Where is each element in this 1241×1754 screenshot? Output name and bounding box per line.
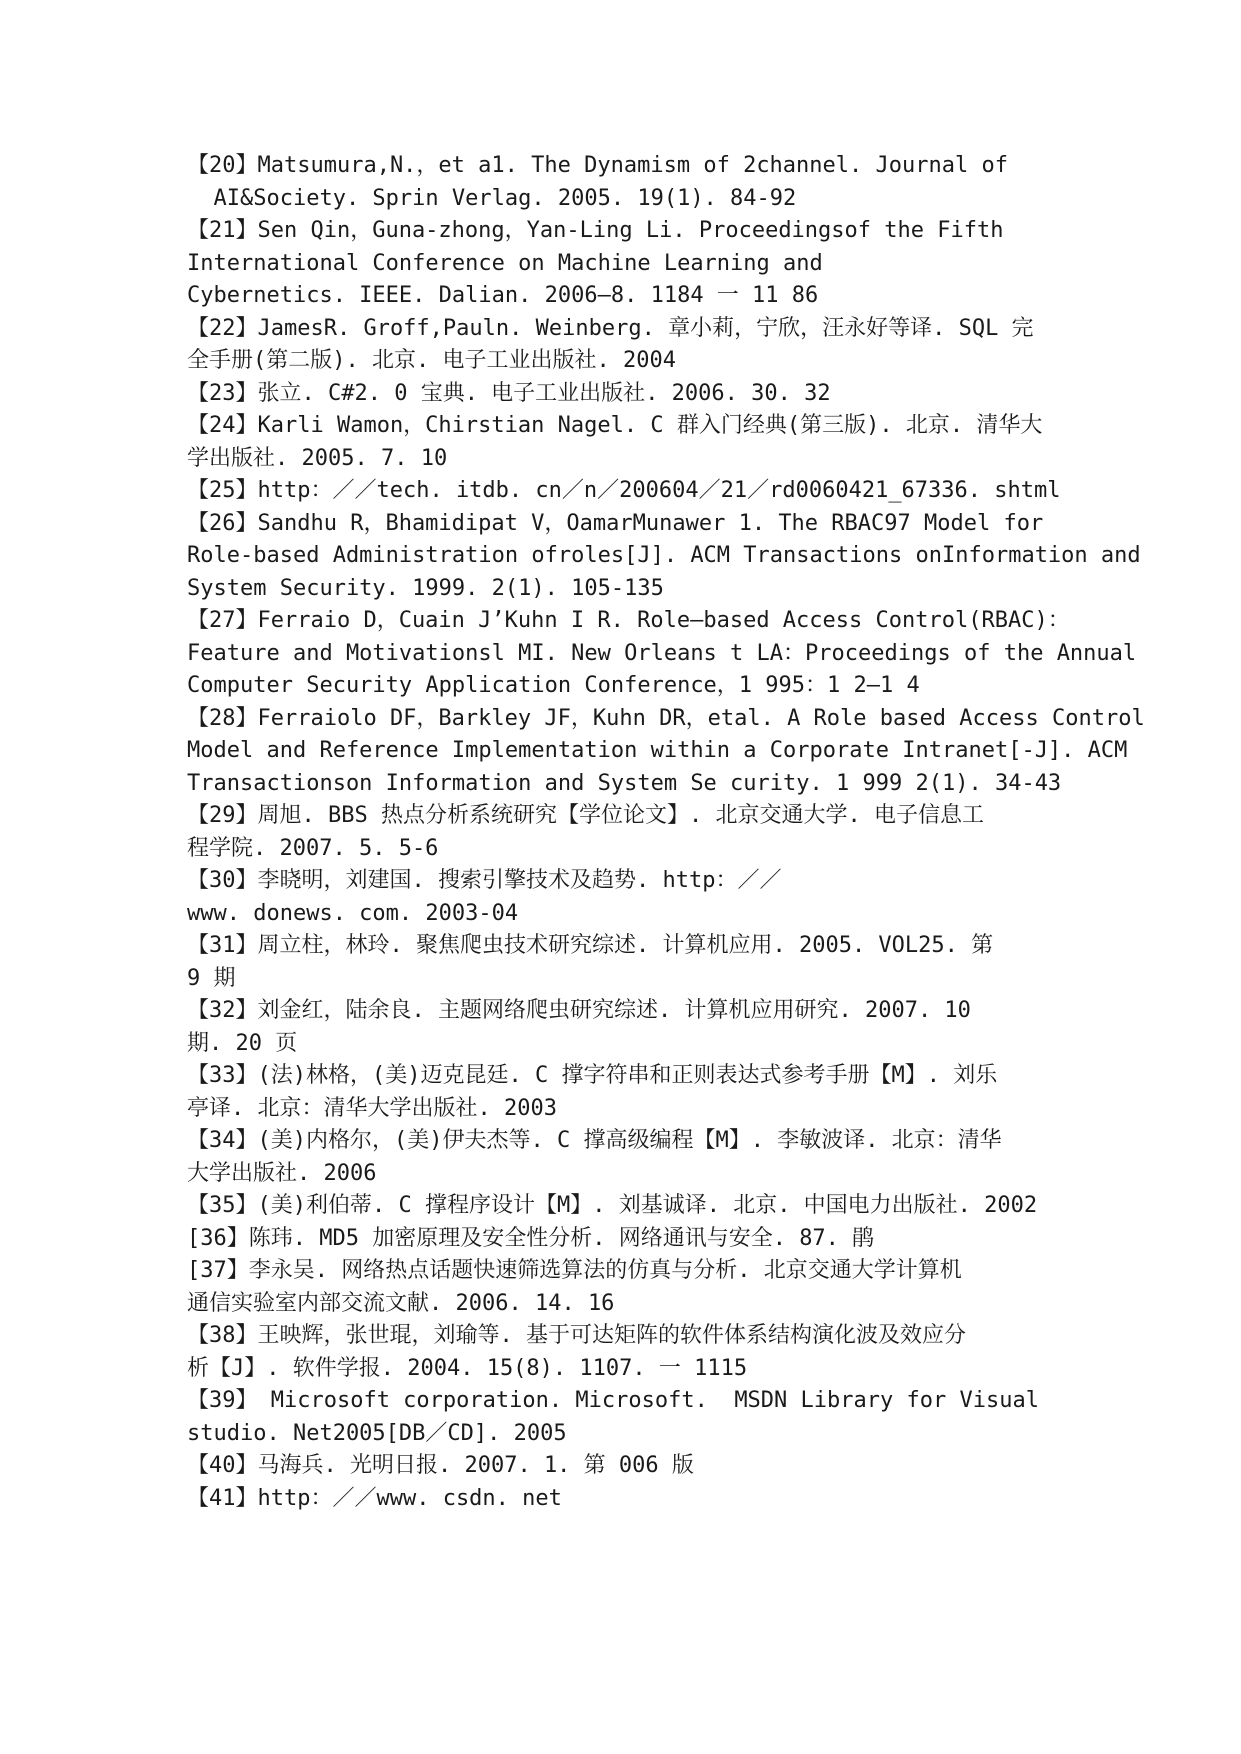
reference-line: 9 期 — [187, 965, 236, 991]
reference-line: 学出版社. 2005. 7. 10 — [187, 445, 448, 471]
reference-line: 【23】张立. C#2. 0 宝典. 电子工业出版社. 2006. 30. 32 — [187, 380, 831, 406]
reference-line: 亭译. 北京：清华大学出版社. 2003 — [187, 1095, 557, 1121]
reference-line: Transactionson Information and System Se curity. 1 999 2(1). 34-43 — [187, 770, 1062, 796]
reference-line: 【27】Ferraio D，Cuain J’Kuhn I R. Role—based Access Control(RBAC)： — [187, 608, 1070, 633]
reference-line: [37】李永吴. 网络热点话题快速筛选算法的仿真与分析. 北京交通大学计算机 — [187, 1258, 962, 1283]
reference-line: 【26】Sandhu R，Bhamidipat V，OamarMunawer 1. The RBAC97 Model for — [187, 510, 1044, 536]
reference-line: AI&Society. Sprin Verlag. 2005. 19(1). 84-92 — [187, 185, 797, 211]
reference-line: 【31】周立柱，林玲. 聚焦爬虫技术研究综述. 计算机应用. 2005. VOL25. 第 — [187, 933, 994, 958]
reference-line: 【33】(法)林格，(美)迈克昆廷. C 撑字符串和正则表达式参考手册【M】. 刘乐 — [187, 1063, 998, 1088]
reference-line: Computer Security Application Conference，1 995：1 2—1 4 — [187, 673, 920, 698]
reference-line: 【21】Sen Qin，Guna-zhong，Yan-Ling Li. Proceedingsof the Fifth — [187, 218, 1004, 243]
reference-line: 通信实验室内部交流文献. 2006. 14. 16 — [187, 1290, 615, 1316]
reference-line: 【22】JamesR. Groff,Pauln. Weinberg. 章小莉，宁欣，汪永好等译. SQL 完 — [187, 315, 1034, 341]
reference-line: International Conference on Machine Learning and — [187, 250, 823, 276]
reference-line: Role-based Administration ofroles[J]. ACM Transactions onInformation and — [187, 543, 1141, 568]
reference-line: www. donews. com. 2003-04 — [187, 900, 519, 926]
reference-line: Feature and Motivationsl MI. New Orleans t LA：Proceedings of the Annual — [187, 640, 1137, 666]
reference-line: 【40】马海兵. 光明日报. 2007. 1. 第 006 版 — [187, 1453, 694, 1478]
reference-line: 【24】Karli Wamon，Chirstian Nagel. C 群入门经典(第三版). 北京. 清华大 — [187, 413, 1043, 438]
reference-line: 【34】(美)内格尔，(美)伊夫杰等. C 撑高级编程【M】. 李敏波译. 北京：清华 — [187, 1128, 1002, 1153]
reference-line: Cybernetics. IEEE. Dalian. 2006—8. 1184 一 11 86 — [187, 283, 819, 308]
reference-list — [187, 150, 1145, 1515]
reference-line: studio. Net2005[DB／CD]. 2005 — [187, 1420, 567, 1446]
reference-line: 【29】周旭. BBS 热点分析系统研究【学位论文】. 北京交通大学. 电子信息工 — [187, 803, 984, 828]
reference-line: Model and Reference Implementation within a Corporate Intranet[-J]. ACM — [187, 738, 1128, 763]
reference-line: 期. 20 页 — [187, 1030, 298, 1056]
reference-line: 【35】(美)利伯蒂. C 撑程序设计【M】. 刘基诚译. 北京. 中国电力出版社. 2002 — [187, 1193, 1038, 1218]
reference-line: 【25】http：／／tech. itdb. cn／n／200604／21／rd0060421_67336. shtml — [187, 478, 1061, 503]
reference-line: System Security. 1999. 2(1). 105-135 — [187, 575, 664, 601]
reference-line: 【32】刘金红，陆余良. 主题网络爬虫研究综述. 计算机应用研究. 2007. 10 — [187, 998, 971, 1023]
reference-line: 【28】Ferraiolo DF，Barkley JF，Kuhn DR，etal. A Role based Access Control — [187, 705, 1145, 731]
reference-line: 【30】李晓明，刘建国. 搜索引擎技术及趋势. http：／／ — [187, 868, 782, 893]
reference-line: 【41】http：／／www. csdn. net — [187, 1485, 562, 1511]
reference-line: 程学院. 2007. 5. 5-6 — [187, 835, 439, 861]
reference-line: [36】陈玮. MD5 加密原理及安全性分析. 网络通讯与安全. 87. 鹃 — [187, 1225, 875, 1251]
reference-line: 大学出版社. 2006 — [187, 1160, 377, 1186]
reference-line: 析【J】. 软件学报. 2004. 15(8). 1107. 一 1115 — [187, 1355, 748, 1381]
reference-line: 【38】王映辉，张世琨，刘瑜等. 基于可达矩阵的软件体系结构演化波及效应分 — [187, 1323, 966, 1348]
reference-line: 全手册(第二版). 北京. 电子工业出版社. 2004 — [187, 348, 676, 373]
reference-line: 【39】 Microsoft corporation. Microsoft. MSDN Library for Visual — [187, 1388, 1039, 1413]
reference-line: 【20】Matsumura,N.，et a1. The Dynamism of 2channel. Journal of — [187, 153, 1008, 178]
